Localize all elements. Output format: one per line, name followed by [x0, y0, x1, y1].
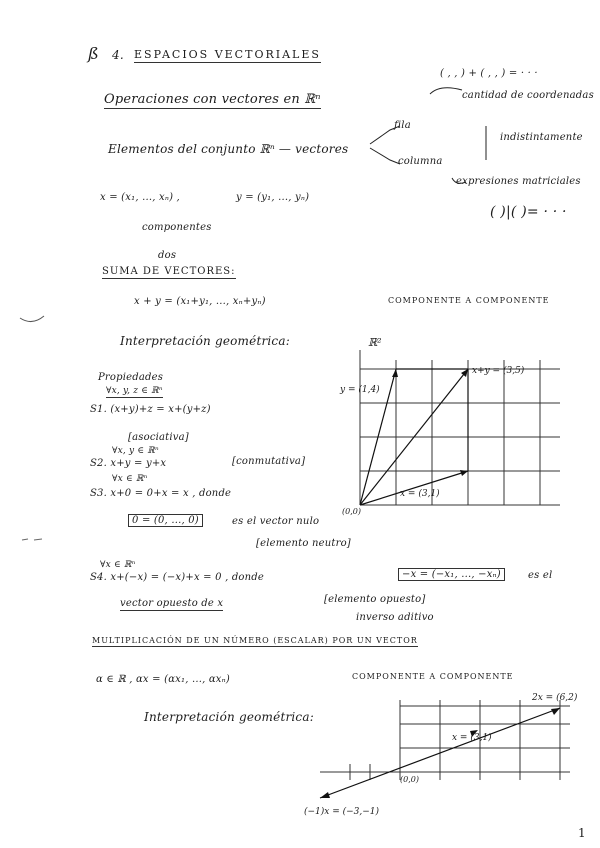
opposite-element: [elemento opuesto] [324, 594, 426, 605]
margin-mark-top [18, 312, 48, 324]
dimension-note: cantidad de coordenadas [462, 90, 594, 101]
prop-s2-name: [conmutativa] [232, 456, 306, 467]
prop-s2: S2. x+y = y+x [90, 458, 167, 469]
paren-glyphs: ( )|( )= · · · [490, 204, 567, 220]
margin-mark-bottom [20, 536, 50, 544]
neutral-note: [elemento neutro] [256, 538, 351, 549]
components-label: componentes [142, 222, 212, 233]
prop-s1: S1. (x+y)+z = x+(y+z) [90, 404, 211, 415]
neg-definition: −x = (−x₁, ..., −xₙ) [398, 568, 505, 581]
fig1-x-label: x = (3,1) [400, 489, 440, 499]
props-forall: ∀x, y, z ∈ ℝⁿ [106, 386, 163, 396]
fig2-two-x: 2x = (6,2) [532, 693, 578, 703]
prop-s4: S4. x+(−x) = (−x)+x = 0 , donde [90, 572, 265, 583]
sum-heading: SUMA DE VECTORES: [102, 266, 236, 277]
zero-note: es el vector nulo [232, 516, 320, 527]
fig1-space-label: ℝ² [368, 336, 382, 349]
elements-brace [370, 86, 510, 196]
chapter-title: ESPACIOS VECTORIALES [134, 48, 321, 61]
sum-note: COMPONENTE A COMPONENTE [388, 296, 550, 305]
fig1-origin: (0,0) [342, 507, 361, 516]
operations-heading: Operaciones con vectores en ℝⁿ [104, 92, 321, 107]
y-definition: y = (y₁, ..., yₙ) [236, 192, 310, 203]
prop-s3: S3. x+0 = 0+x = x , donde [90, 488, 232, 499]
prop-s1-name: [asociativa] [128, 432, 189, 443]
fig-sum-graph [340, 336, 570, 516]
sum-formula: x + y = (x₁+y₁, ..., xₙ+yₙ) [134, 296, 266, 307]
prop-s3-pre: ∀x ∈ ℝⁿ [112, 474, 148, 484]
fig2-origin: (0,0) [400, 775, 419, 784]
fig1-y-label: y = (1,4) [340, 385, 380, 395]
inverse-note: inverso aditivo [356, 612, 434, 623]
expressions-note: expresiones matriciales [456, 176, 581, 187]
scalar-heading: MULTIPLICACIÓN DE UN NÚMERO (ESCALAR) POR UN VECTOR [92, 636, 418, 645]
elements-line: Elementos del conjunto ℝⁿ — vectores [108, 142, 349, 156]
page-number: 1 [578, 826, 586, 840]
sum-geom-interp: Interpretación geométrica: [120, 334, 290, 348]
fig-scalar-graph [300, 690, 590, 820]
zero-definition: 0 = (0, ..., 0) [128, 514, 203, 527]
x-definition: x = (x₁, ..., xₙ) , [100, 192, 180, 203]
column-label: columna [398, 156, 443, 167]
chapter-number: 4. [112, 48, 124, 62]
neg-note: es el [528, 570, 553, 581]
two-label: dos [158, 250, 177, 261]
top-right-note: ( , , ) + ( , , ) = · · · [440, 68, 538, 79]
prop-s4-pre: ∀x ∈ ℝⁿ [100, 560, 136, 570]
section-mark: ß [88, 44, 99, 63]
row-label: fila [394, 120, 411, 131]
bracket-note: indistintamente [500, 132, 583, 143]
prop-s2-pre: ∀x, y ∈ ℝⁿ [112, 446, 159, 456]
scalar-formula: α ∈ ℝ , αx = (αx₁, ..., αxₙ) [96, 674, 230, 685]
scalar-note: COMPONENTE A COMPONENTE [352, 672, 514, 681]
opposite-vector: vector opuesto de x [120, 598, 224, 609]
fig2-x-label: x = (3,1) [452, 733, 492, 743]
fig2-neg: (−1)x = (−3,−1) [304, 807, 380, 817]
props-title: Propiedades [98, 372, 164, 383]
scalar-geom-interp: Interpretación geométrica: [144, 710, 314, 724]
fig1-sum-label: x+y = (3,5) [472, 366, 525, 376]
